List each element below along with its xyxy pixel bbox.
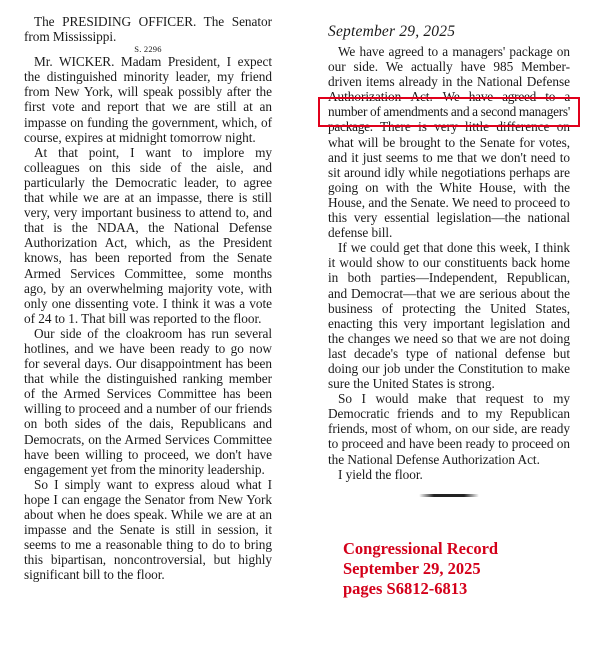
caption-date: September 29, 2025 (343, 559, 481, 578)
yield-floor-line: I yield the floor. (338, 466, 423, 482)
source-caption (343, 539, 498, 599)
wicker-paragraph-3: Our side of the cloakroom has run several hotlines, and we have been ready to go now for several days. Our disappointment has been that while the distinguished ranking member of the Armed Services Committee has been willing to proceed and a number of our friends on both sides of the dais, Republicans and Democrats, on the Armed Services Committee have been willing to proceed, we don't have engagement yet from the minority leadership. (24, 325, 272, 477)
constituents-paragraph: If we could get that done this week, I think it would show to our constituents back home in both parties—Independent, Republican, and Democrat—that we are serious about the business of protecting the United States, enacting this very important legislation and the changes we need so that we are not doing last decade's type of national defense but doing our job under the Constitution to make sure the United States is strong. (328, 240, 570, 392)
wicker-paragraph-4: So I simply want to express aloud what I hope I can engage the Senator from New York about when he does speak. While we are at an impasse and the Senate is still in session, it seems to me a reasonable thing to do to bring this bipartisan, noncontroversial, but highly significant bill to the floor. (24, 476, 272, 583)
section-divider (419, 494, 479, 497)
request-paragraph: So I would make that request to my Democratic friends and to my Republican friends, most of whom, on our side, are ready to proceed and have been ready to proceed on the National Defense Authorization Act. (328, 391, 570, 467)
highlighted-sentence: We have agreed to a number of amendments and a second managers' package. (328, 89, 570, 135)
wicker-paragraph-2: At that point, I want to implore my colleagues on this side of the aisle, and particularly the Democratic leader, to agree that while we are at an impasse, there is still very, very important business to attend to, and that is the NDAA, the National Defense Authorization Act, which, as the President knows, has been reported from the Senate Armed Services Committee, some months ago, by an overwhelming majority vote, with only one dissenting vote. I think it was a vote of 24 to 1. That bill was reported to the floor. (24, 144, 272, 326)
caption-pages: pages S6812-6813 (343, 579, 468, 598)
highlight-box (318, 97, 580, 127)
managers-package-paragraph (328, 44, 570, 240)
wicker-paragraph-1: Mr. WICKER. Madam President, I expect the distinguished minority leader, my friend from New York, will speak possibly after the first vote and report that we are still at an impasse on funding the government, which, of course, expires at midnight tomorrow night. (24, 54, 272, 145)
date-header: September 29, 2025 (328, 23, 456, 40)
right-column (328, 22, 570, 497)
managers-package-rest: There is very little difference on what will be brought to the Senate for votes, and it just seems to me that we don't need to sit around idly while negotiations perhaps are going on with the White House, with the House, and the Senate. We need to proceed to this very essential legislation—the national defense bill. (328, 119, 570, 241)
left-column (24, 14, 272, 582)
presiding-officer-line: The PRESIDING OFFICER. The Senator from Mississippi. (24, 14, 272, 45)
page-reference: S. 2296 (134, 44, 162, 55)
caption-title: Congressional Record (343, 539, 499, 558)
managers-package-lead: We have agreed to a managers' package on our side. We actually have 985 Member-driven items already in the National Defense Authorization Act. (328, 44, 570, 105)
